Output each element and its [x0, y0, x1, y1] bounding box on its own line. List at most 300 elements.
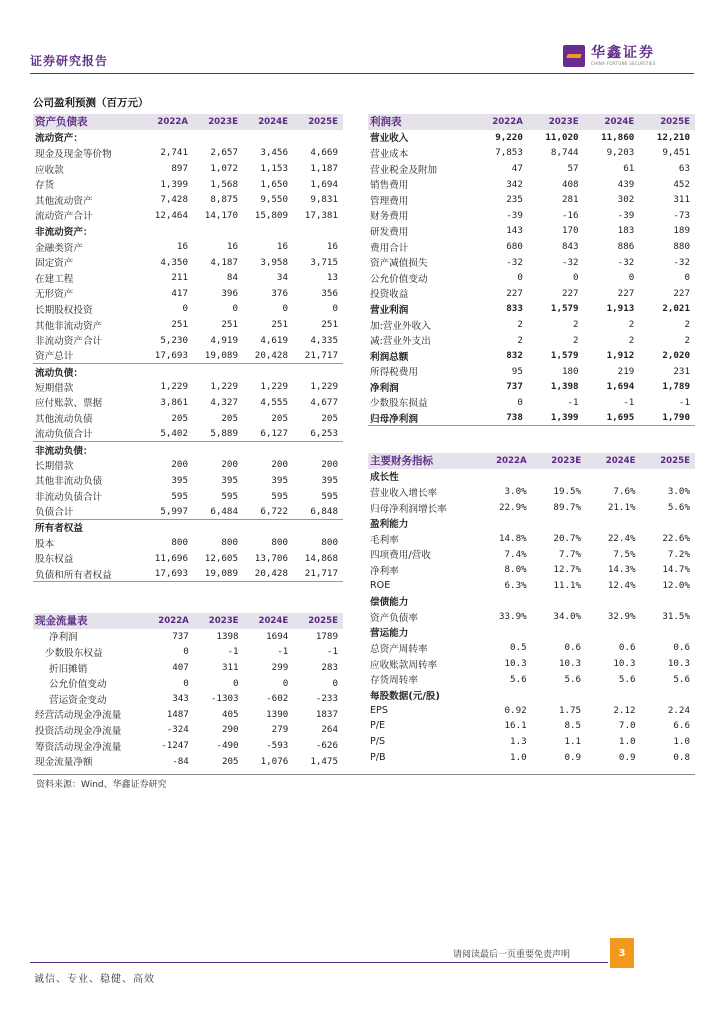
row-value: 595	[221, 490, 238, 502]
row-value: 17,693	[143, 348, 193, 364]
row-value: 2,020	[662, 350, 690, 362]
row-value: 2	[573, 334, 579, 346]
row-value: 0	[684, 272, 690, 284]
table-row	[368, 656, 695, 672]
row-label: 利润总额	[370, 351, 409, 363]
row-value: 1,650	[260, 178, 288, 190]
row-value	[243, 441, 293, 457]
table-row	[368, 593, 695, 609]
row-value: 407	[172, 662, 189, 674]
row-label: 营业收入	[370, 133, 409, 145]
row-value: 95	[511, 365, 523, 377]
row-value: 200	[271, 459, 288, 471]
row-value: -1	[326, 646, 338, 658]
row-value: 3.0%	[504, 486, 527, 498]
row-value: 1,694	[606, 381, 635, 393]
row-value: 0.9	[618, 751, 636, 763]
row-value: 19,089	[193, 348, 243, 364]
row-value: 12,605	[204, 552, 238, 564]
row-label: 应收账款周转率	[370, 659, 438, 671]
table-row	[33, 161, 343, 177]
row-value: 311	[673, 194, 690, 206]
row-value: 7,853	[495, 147, 523, 159]
row-value: 0	[628, 272, 635, 284]
row-value: 205	[321, 412, 338, 424]
row-value: 0	[183, 677, 189, 689]
row-value: 200	[221, 459, 238, 471]
row-value: 1,398	[550, 381, 579, 393]
row-value: 12,464	[154, 209, 188, 221]
row-value: 14.7%	[662, 564, 690, 576]
row-value: -16	[561, 209, 579, 221]
row-label: 资产减值损失	[370, 258, 428, 270]
row-value: 833	[506, 303, 523, 315]
row-value: 595	[171, 490, 188, 502]
row-value: 1,695	[584, 410, 640, 426]
row-label: 流动负债合计	[33, 426, 143, 442]
table-row	[368, 547, 695, 563]
row-label: 金融类资产	[35, 242, 83, 254]
row-value: 1.0	[673, 735, 690, 747]
table-title: 资产负债表	[33, 114, 143, 130]
row-value	[586, 469, 640, 485]
row-label: 折旧摊销	[49, 663, 88, 675]
row-value: 12.7%	[553, 564, 582, 576]
row-value: 283	[321, 662, 338, 674]
row-value: 251	[171, 319, 188, 331]
row-value: 7.0	[618, 720, 636, 732]
row-value: -32	[506, 256, 523, 268]
row-value: 5,889	[193, 426, 243, 442]
row-value: 4,677	[310, 396, 338, 408]
row-value: 0.6	[673, 642, 690, 654]
row-value: 737	[506, 381, 523, 393]
table-row	[33, 286, 343, 302]
table-row	[33, 332, 343, 348]
row-value	[586, 515, 640, 531]
row-value: 1398	[216, 630, 239, 642]
row-value: 1,568	[210, 178, 238, 190]
table-row	[33, 738, 343, 754]
row-value: -1	[227, 646, 239, 658]
table-row	[368, 145, 695, 161]
row-value: 342	[506, 178, 523, 190]
row-label: 其他非流动负债	[35, 476, 103, 488]
row-value: 396	[221, 287, 238, 299]
row-value: 21.1%	[607, 502, 636, 514]
row-value: 800	[321, 537, 338, 549]
row-label: 偿债能力	[370, 597, 409, 609]
row-value: 264	[321, 724, 338, 736]
table-row	[368, 286, 695, 302]
year-header: 2024E	[243, 114, 293, 130]
row-label: 现金及现金等价物	[35, 148, 112, 160]
row-label: 存货周转率	[370, 675, 418, 687]
row-value: 9,451	[662, 147, 690, 159]
row-value: 11,696	[154, 552, 188, 564]
row-label: 固定资产	[35, 258, 74, 270]
row-value: 2	[684, 334, 690, 346]
row-value: 290	[221, 724, 239, 736]
company-logo	[563, 45, 656, 67]
table-row	[368, 734, 695, 750]
row-value: 5.6%	[667, 502, 690, 514]
row-value: 3,958	[260, 256, 288, 268]
table-row	[33, 176, 343, 192]
row-label: 资产总计	[33, 348, 143, 364]
row-value: 880	[673, 241, 690, 253]
row-label: 在建工程	[35, 273, 74, 285]
year-header: 2024E	[586, 453, 640, 469]
row-value: 395	[321, 474, 338, 486]
footer-divider	[30, 962, 608, 963]
row-value: 2,021	[662, 303, 690, 315]
row-value: 3,861	[160, 396, 188, 408]
row-value: 9,831	[310, 194, 338, 206]
row-value: 205	[271, 412, 288, 424]
row-value: 1,579	[550, 303, 579, 315]
table-row	[368, 687, 695, 703]
table-row	[33, 379, 343, 395]
row-value: 16	[326, 241, 338, 253]
row-value: 0.9	[564, 751, 582, 763]
table-row	[368, 379, 695, 395]
row-label: 加:营业外收入	[370, 320, 431, 332]
row-label: EPS	[370, 704, 388, 716]
row-value: 32.9%	[607, 611, 636, 623]
year-header: 2023E	[193, 114, 243, 130]
row-value: 1,789	[662, 381, 690, 393]
row-value: 0	[332, 303, 338, 315]
table-row	[33, 270, 343, 286]
table-row	[368, 578, 695, 594]
row-value: 343	[172, 693, 189, 705]
table-row	[368, 609, 695, 625]
row-value: 15,809	[254, 209, 288, 221]
row-value: 7,428	[160, 194, 188, 206]
table-row	[33, 192, 343, 208]
row-value: 0	[233, 677, 239, 689]
row-value	[586, 593, 640, 609]
table-row	[33, 208, 343, 224]
row-label: 其他非流动资产	[35, 320, 103, 332]
logo-english-name: CHINA FORTUNE SECURITIES	[591, 61, 656, 66]
row-value: 11.1%	[553, 580, 582, 592]
row-label: 股东权益	[35, 554, 74, 566]
row-value: -1	[678, 396, 690, 408]
row-value: 14,170	[204, 209, 238, 221]
row-value: -32	[617, 256, 635, 268]
row-label: 筹资活动现金净流量	[35, 741, 122, 753]
row-value: 5,997	[143, 504, 193, 520]
row-value: 3.0%	[667, 486, 690, 498]
row-value: 20.7%	[553, 533, 582, 545]
row-value	[532, 593, 586, 609]
row-value: 299	[271, 662, 289, 674]
row-value: 6,848	[293, 504, 343, 520]
row-label: 毛利率	[370, 534, 399, 546]
row-label: 经营活动现金净流量	[35, 710, 122, 722]
table-header-row	[33, 613, 343, 629]
table-row	[33, 722, 343, 738]
table-row	[368, 208, 695, 224]
row-label: 资产负债率	[370, 612, 418, 624]
row-value: 205	[221, 755, 239, 767]
row-value: 405	[221, 708, 239, 720]
row-value: 0.92	[504, 704, 527, 716]
row-value: 2,741	[160, 147, 188, 159]
row-value	[641, 593, 695, 609]
row-label: 负债和所有者权益	[33, 566, 143, 582]
row-label: 长期借款	[35, 460, 74, 472]
row-label: 营业收入增长率	[370, 487, 438, 499]
table-row	[33, 317, 343, 333]
row-value	[243, 130, 293, 146]
row-label: 流动负债：	[35, 367, 83, 379]
row-value: 11,020	[545, 131, 579, 143]
table-row	[368, 718, 695, 734]
table-row	[33, 410, 343, 426]
row-label: 公允价值变动	[370, 273, 428, 285]
row-value: 897	[171, 163, 188, 175]
row-value: 5.6	[510, 673, 527, 685]
row-value: 1390	[266, 708, 289, 720]
row-value: 251	[271, 319, 288, 331]
row-value	[193, 130, 243, 146]
table-row	[368, 130, 695, 146]
table-row	[368, 192, 695, 208]
data-source-note: 资料来源：Wind、华鑫证券研究	[36, 780, 167, 790]
row-value: 0	[332, 677, 338, 689]
year-header: 2025E	[293, 613, 343, 629]
row-value: 1.0	[618, 735, 636, 747]
balance-sheet-table	[33, 114, 343, 582]
row-value: 21,717	[293, 348, 343, 364]
row-value: 6,484	[193, 504, 243, 520]
row-value: 22.4%	[607, 533, 636, 545]
row-value: 16	[226, 241, 238, 253]
row-label: 其他流动资产	[35, 195, 93, 207]
row-label: 少数股东权益	[45, 647, 103, 659]
row-value: 251	[221, 319, 238, 331]
row-value: 205	[221, 412, 238, 424]
table-header-row	[368, 453, 695, 469]
row-value	[641, 469, 695, 485]
row-value: 737	[172, 630, 189, 642]
row-label: 四项费用/营收	[370, 550, 431, 562]
row-value: 180	[561, 365, 579, 377]
row-value: 595	[321, 490, 338, 502]
row-value: 1,790	[639, 410, 695, 426]
row-value: 0	[517, 396, 523, 408]
row-label: 费用合计	[370, 242, 409, 254]
row-value: 1,187	[310, 163, 338, 175]
row-value: 7.2%	[667, 548, 690, 560]
table-row	[33, 519, 343, 535]
year-header: 2025E	[641, 453, 695, 469]
row-value: 886	[617, 241, 635, 253]
row-value: 47	[511, 163, 523, 175]
row-label: 净利润	[49, 632, 78, 644]
row-value: 0.6	[564, 642, 582, 654]
row-label: 无形资产	[35, 289, 74, 301]
row-value: 8.5	[564, 720, 582, 732]
table-row	[368, 239, 695, 255]
page-number: 3	[610, 938, 634, 968]
income-statement-table	[368, 114, 695, 426]
source-divider	[33, 774, 695, 775]
row-value: 832	[506, 350, 523, 362]
company-motto: 诚信、专业、稳健、高效	[34, 974, 155, 985]
row-value: 14,868	[304, 552, 338, 564]
row-value: 227	[561, 287, 579, 299]
year-header: 2025E	[639, 114, 695, 130]
row-value	[293, 519, 343, 535]
row-value: 680	[506, 241, 523, 253]
table-row	[368, 395, 695, 411]
row-value: 1,229	[260, 381, 288, 393]
row-value	[532, 625, 586, 641]
row-value: 6,253	[293, 426, 343, 442]
row-value: 211	[171, 272, 188, 284]
row-value: 13,706	[254, 552, 288, 564]
row-value: 14.8%	[498, 533, 527, 545]
table-row	[33, 691, 343, 707]
row-value: 0	[282, 677, 289, 689]
row-value: 1,153	[260, 163, 288, 175]
row-value: 57	[567, 163, 579, 175]
row-value: 7.6%	[613, 486, 636, 498]
row-label: 营业税金及附加	[370, 164, 438, 176]
row-label: 公允价值变动	[49, 679, 107, 691]
row-value: 843	[561, 241, 579, 253]
row-value: 1487	[166, 708, 189, 720]
row-label: 减:营业外支出	[370, 336, 431, 348]
row-value: 1,475	[310, 755, 338, 767]
table-row	[368, 364, 695, 380]
row-label: P/S	[370, 735, 386, 747]
table-row	[33, 660, 343, 676]
row-value: 13	[326, 272, 338, 284]
row-value: 1,694	[310, 178, 338, 190]
row-label: 营运能力	[370, 628, 409, 640]
row-value: 20,428	[243, 566, 293, 582]
row-value: 17,381	[304, 209, 338, 221]
table-title: 现金流量表	[33, 613, 143, 629]
row-value: -233	[315, 693, 338, 705]
row-value: 0.8	[673, 751, 690, 763]
row-value: 0	[573, 272, 579, 284]
row-label: 净利润	[370, 382, 399, 394]
row-value: 19.5%	[553, 486, 582, 498]
row-value: 1,399	[528, 410, 584, 426]
row-value: 2	[628, 319, 635, 331]
row-value: -1303	[210, 693, 239, 705]
row-label: 盈利能力	[370, 519, 409, 531]
row-label: 成长性	[370, 472, 399, 484]
row-value: 395	[271, 474, 288, 486]
row-value: 6.3%	[504, 580, 527, 592]
row-value: 89.7%	[553, 502, 582, 514]
table-row	[33, 426, 343, 442]
report-type-title: 证券研究报告	[30, 54, 109, 68]
row-value: 1,072	[210, 163, 238, 175]
table-row	[33, 488, 343, 504]
table-row	[368, 254, 695, 270]
row-value: 2.12	[613, 704, 636, 716]
row-value: 1837	[315, 708, 338, 720]
row-value: 1,912	[606, 350, 635, 362]
row-value: -1	[623, 396, 635, 408]
row-value: 20,428	[243, 348, 293, 364]
table-row	[33, 130, 343, 146]
section-title: 公司盈利预测（百万元）	[33, 97, 149, 109]
row-value: 63	[678, 163, 690, 175]
row-value: 2,657	[210, 147, 238, 159]
table-row	[33, 223, 343, 239]
row-value: 200	[171, 459, 188, 471]
row-value	[143, 364, 193, 380]
table-row	[368, 301, 695, 317]
row-value: 4,919	[210, 334, 238, 346]
key-ratios-table	[368, 453, 695, 765]
row-value	[243, 364, 293, 380]
row-label: 现金流量净额	[35, 757, 93, 769]
row-label: 其他流动负债	[35, 414, 93, 426]
row-value: 0	[517, 272, 523, 284]
row-label: 总资产周转率	[370, 643, 428, 655]
table-header-row	[368, 114, 695, 130]
row-value: 10.3	[558, 658, 582, 670]
row-value: 4,327	[210, 396, 238, 408]
row-value: 31.5%	[662, 611, 690, 623]
row-value: 800	[271, 537, 288, 549]
table-row	[368, 332, 695, 348]
row-value	[532, 687, 586, 703]
row-value: 0	[282, 303, 288, 315]
row-value	[193, 441, 243, 457]
row-value: -490	[216, 740, 239, 752]
row-value	[193, 223, 243, 239]
row-value: 2	[517, 319, 523, 331]
row-value: -1	[567, 396, 579, 408]
row-label: 少数股东损益	[370, 398, 428, 410]
table-row	[33, 551, 343, 567]
row-value: 227	[673, 287, 690, 299]
row-value: 200	[321, 459, 338, 471]
row-label: 投资收益	[370, 289, 409, 301]
row-value: 16	[176, 241, 188, 253]
row-value: 34	[276, 272, 288, 284]
row-value: 311	[221, 662, 239, 674]
row-value	[193, 519, 243, 535]
table-row	[33, 395, 343, 411]
row-value: 4,619	[260, 334, 288, 346]
year-header: 2025E	[293, 114, 343, 130]
row-value: -593	[266, 740, 289, 752]
row-value: 452	[673, 178, 690, 190]
table-row	[368, 410, 695, 426]
row-value: 5,230	[160, 334, 188, 346]
row-value: -39	[617, 209, 635, 221]
row-label: 非流动负债合计	[35, 492, 103, 504]
row-value: -324	[166, 724, 189, 736]
row-value: 1.0	[510, 751, 527, 763]
row-value	[641, 625, 695, 641]
row-value: 231	[673, 365, 690, 377]
logo-name: 华鑫证券	[591, 45, 655, 61]
table-row	[368, 484, 695, 500]
